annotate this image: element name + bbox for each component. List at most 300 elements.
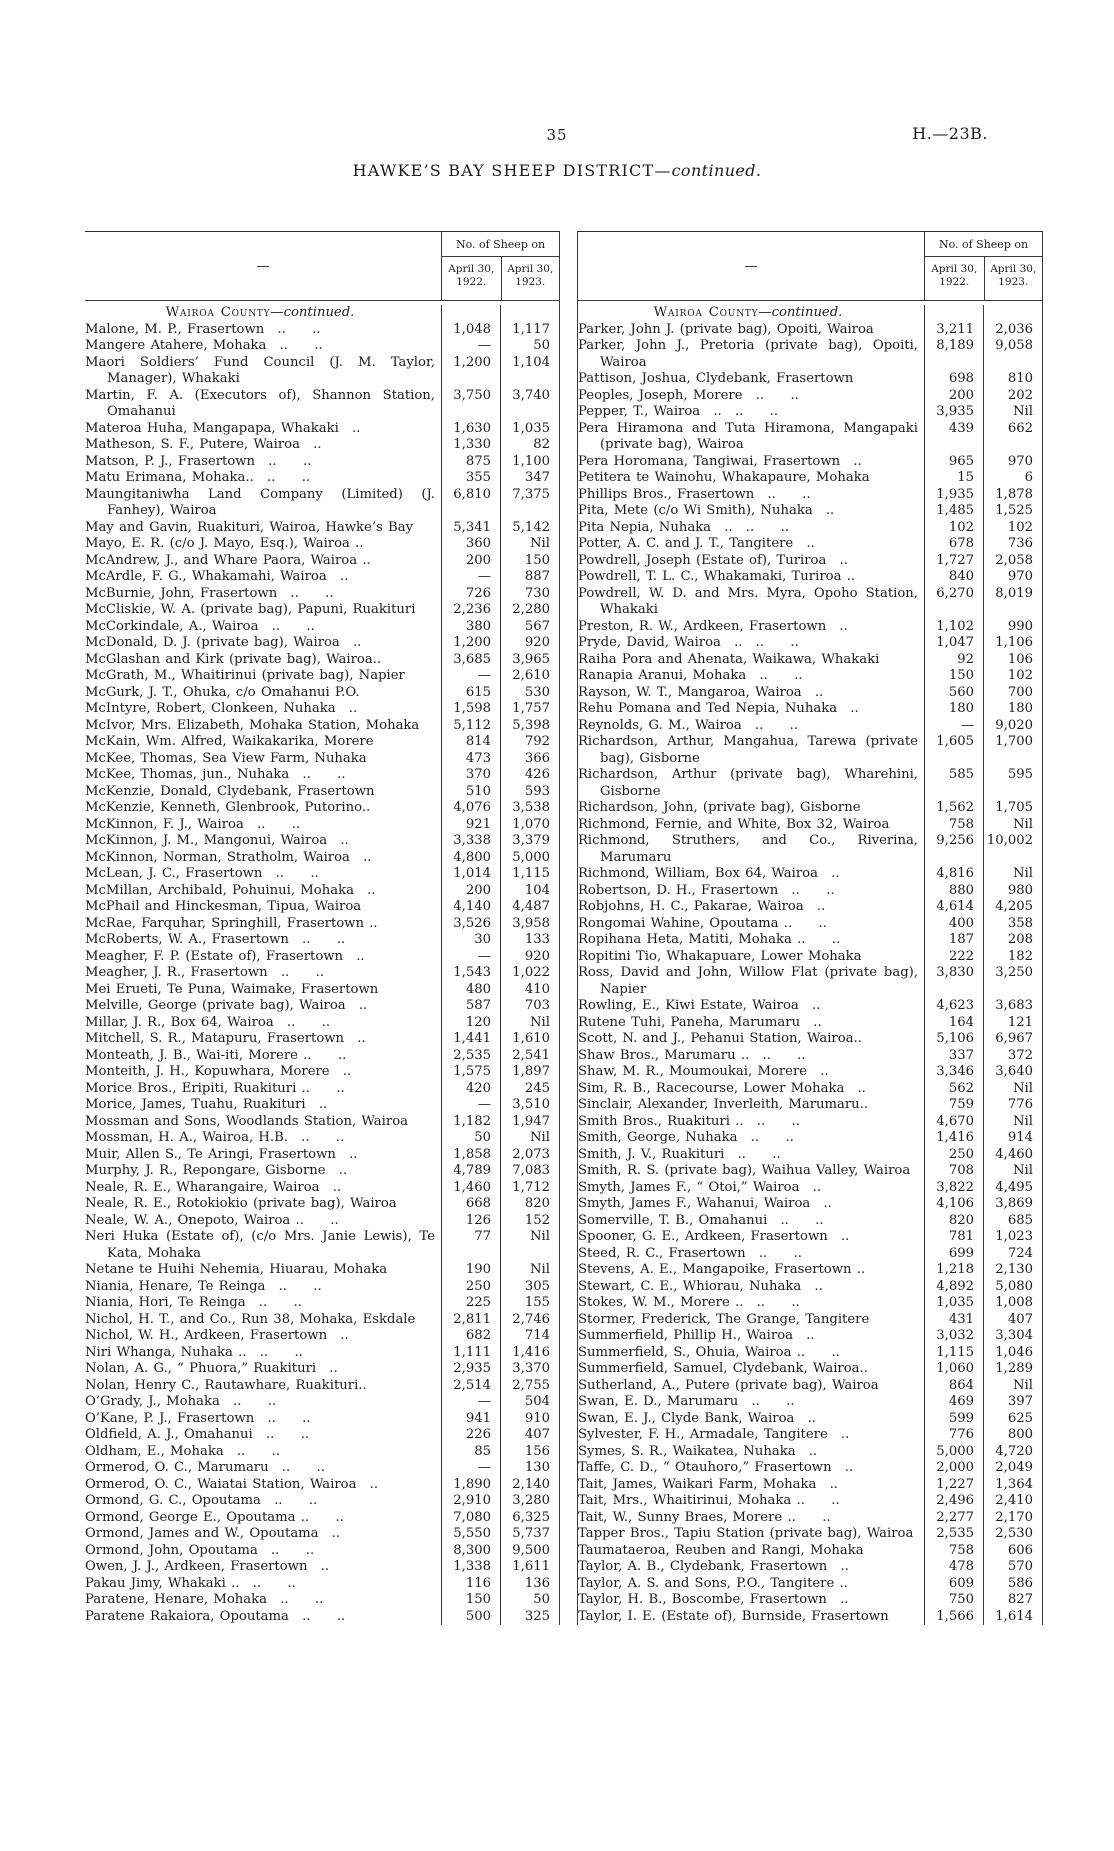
sheep-count-1922: 3,750: [441, 388, 500, 421]
owner-name: Smith, R. S. (private bag), Waihua Valley, Wairoa: [578, 1163, 911, 1178]
owner-name: Sylvester, F. H., Armadale, Tangitere ..: [578, 1427, 850, 1442]
sheep-count-1923: 4,205: [983, 899, 1042, 916]
owner-name: McKain, Wm. Alfred, Waikakarika, Morere: [85, 734, 374, 749]
sheep-count-1922: 2,535: [924, 1526, 983, 1543]
sheep-count-1922: 4,076: [441, 800, 500, 817]
table-row: [578, 569, 1042, 586]
table-row: [85, 899, 559, 916]
owner-rows-left: [85, 322, 559, 1626]
sheep-count-1923: 182: [983, 949, 1042, 966]
sheep-count-1923: 910: [500, 1411, 559, 1428]
sheep-count-1922: 15: [924, 470, 983, 487]
sheep-count-1922: 226: [441, 1427, 500, 1444]
sheep-count-1923: 2,049: [983, 1460, 1042, 1477]
sheep-count-1922: 2,000: [924, 1460, 983, 1477]
owner-rows-right: [578, 322, 1042, 1626]
date-columns: [442, 257, 559, 300]
sheep-count-1923: 2,755: [500, 1378, 559, 1395]
owner-name: Taumataeroa, Reuben and Rangi, Mohaka: [578, 1542, 864, 1558]
sheep-count-1923: 1,364: [983, 1477, 1042, 1494]
sheep-count-1922: 668: [441, 1196, 500, 1213]
table-row: [578, 470, 1042, 487]
table-row: [578, 1477, 1042, 1494]
section-heading-row: [85, 305, 559, 322]
owner-name: Mangere Atahere, Mohaka .. ..: [85, 338, 323, 353]
sheep-count-1923: 1,700: [983, 734, 1042, 767]
owner-name: Parker, John J., Pretoria (private bag), Opoiti, Wairoa: [578, 338, 918, 370]
sheep-count-1923: 3,640: [983, 1064, 1042, 1081]
sheep-count-1923: 1,878: [983, 487, 1042, 504]
table-row: [578, 1526, 1042, 1543]
table-row: [85, 998, 559, 1015]
empty-cell: [441, 305, 500, 322]
sheep-count-1922: 370: [441, 767, 500, 784]
sheep-count-1923: 50: [500, 338, 559, 355]
table-row: [578, 1114, 1042, 1131]
sheep-count-1923: 9,020: [983, 718, 1042, 735]
table-row: [85, 1460, 559, 1477]
sheep-count-1923: 102: [983, 520, 1042, 537]
sheep-count-1923: 2,140: [500, 1477, 559, 1494]
owner-name: Nichol, H. T., and Co., Run 38, Mohaka, Eskdale: [85, 1311, 416, 1327]
table-row: [85, 932, 559, 949]
owner-name: Mitchell, S. R., Matapuru, Frasertown ..: [85, 1031, 366, 1046]
owner-name: McKee, Thomas, jun., Nuhaka .. ..: [85, 767, 346, 782]
owner-name: Niania, Hori, Te Reinga .. ..: [85, 1295, 302, 1310]
sheep-count-1923: 6,967: [983, 1031, 1042, 1048]
sheep-count-1922: 4,140: [441, 899, 500, 916]
owner-name: Sutherland, A., Putere (private bag), Wairoa: [578, 1377, 879, 1393]
owner-name: McArdle, F. G., Whakamahi, Wairoa ..: [85, 569, 349, 584]
owner-name: Monteith, J. H., Kopuwhara, Morere ..: [85, 1064, 352, 1079]
table-row: [578, 866, 1042, 883]
table-row: [578, 1196, 1042, 1213]
sheep-count-1922: 510: [441, 784, 500, 801]
sheep-count-1923: 1,705: [983, 800, 1042, 817]
table-row: [85, 1196, 559, 1213]
owner-name: Reynolds, G. M., Wairoa .. ..: [578, 717, 799, 733]
owner-name: Nolan, A. G., “ Phuora,” Ruakituri ..: [85, 1361, 338, 1376]
owner-name: Tait, Mrs., Whaitirinui, Mohaka .. ..: [578, 1493, 840, 1508]
sheep-count-1923: 1,525: [983, 503, 1042, 520]
owner-name: McKee, Thomas, Sea View Farm, Nuhaka: [85, 750, 367, 766]
sheep-count-1922: 1,543: [441, 965, 500, 982]
table-row: [578, 1229, 1042, 1246]
sheep-count-1923: 1,897: [500, 1064, 559, 1081]
owner-name: Ranapia Aranui, Mohaka .. ..: [578, 668, 803, 683]
owner-name: Ross, David and John, Willow Flat (private bag), Napier: [578, 965, 918, 997]
sheep-count-1922: 469: [924, 1394, 983, 1411]
owner-name: Maori Soldiers’ Fund Council (J. M. Taylor, Manager), Whakaki: [85, 354, 435, 386]
sheep-count-1922: 1,630: [441, 421, 500, 438]
sheep-count-1923: 82: [500, 437, 559, 454]
sheep-count-1923: 50: [500, 1592, 559, 1609]
table-row: [578, 965, 1042, 998]
owner-name: Rongomai Wahine, Opoutama .. ..: [578, 915, 827, 931]
sheep-count-1922: 4,800: [441, 850, 500, 867]
owner-name: Murphy, J. R., Repongare, Gisborne ..: [85, 1163, 348, 1178]
owner-name: McAndrew, J., and Whare Paora, Wairoa ..: [85, 552, 371, 568]
sheep-count-1923: 2,746: [500, 1312, 559, 1329]
sheep-count-1922: 776: [924, 1427, 983, 1444]
sheep-count-1923: 2,530: [983, 1526, 1042, 1543]
sheep-count-1923: 776: [983, 1097, 1042, 1114]
table-row: [578, 1163, 1042, 1180]
sheep-count-1923: 10,002: [983, 833, 1042, 866]
table-row: [85, 536, 559, 553]
table-row: [85, 586, 559, 603]
sheep-count-1922: 840: [924, 569, 983, 586]
table-header-left: [85, 232, 559, 301]
sheep-count-1923: 4,487: [500, 899, 559, 916]
table-row: [85, 784, 559, 801]
owner-name: Niania, Henare, Te Reinga .. ..: [85, 1278, 322, 1294]
table-row: [578, 734, 1042, 767]
sheep-count-1922: 4,670: [924, 1114, 983, 1131]
sheep-count-1922: 1,485: [924, 503, 983, 520]
table-row: [85, 487, 559, 520]
owner-name: Powdrell, T. L. C., Whakamaki, Turiroa ..: [578, 569, 856, 584]
sheep-count-1923: 3,379: [500, 833, 559, 850]
table-row: [85, 866, 559, 883]
sheep-count-1922: 1,935: [924, 487, 983, 504]
owner-name: Rehu Pomana and Ted Nepia, Nuhaka ..: [578, 701, 859, 716]
table-row: [578, 322, 1042, 339]
sheep-count-1922: 3,338: [441, 833, 500, 850]
owner-name: Stevens, A. E., Mangapoike, Frasertown ..: [578, 1262, 866, 1277]
sheep-count-1922: —: [441, 668, 500, 685]
owner-name: Meagher, F. P. (Estate of), Frasertown ..: [85, 948, 365, 964]
owner-name: McKinnon, F. J., Wairoa .. ..: [85, 816, 301, 832]
owner-name: McRae, Farquhar, Springhill, Frasertown ..: [85, 915, 378, 931]
sheep-count-1923: 3,250: [983, 965, 1042, 998]
table-row: [578, 1081, 1042, 1098]
table-row: [578, 1460, 1042, 1477]
owner-name: Ormond, John, Opoutama .. ..: [85, 1542, 315, 1558]
owner-name: Sinclair, Alexander, Inverleith, Marumaru..: [578, 1097, 869, 1112]
owner-name: Robertson, D. H., Frasertown .. ..: [578, 882, 835, 898]
sheep-count-1923: 2,280: [500, 602, 559, 619]
sheep-count-1922: 1,605: [924, 734, 983, 767]
column-header-1923: April 30, 1923.: [984, 257, 1043, 300]
owner-name: Swan, E. D., Marumaru .. ..: [578, 1394, 795, 1409]
owner-name: Melville, George (private bag), Wairoa ..: [85, 998, 368, 1013]
table-row: [85, 1229, 559, 1262]
sheep-count-1922: 250: [924, 1147, 983, 1164]
table-row: [578, 899, 1042, 916]
table-row: [578, 916, 1042, 933]
sheep-count-1923: 9,500: [500, 1543, 559, 1560]
sheep-count-1922: 1,566: [924, 1609, 983, 1626]
table-row: [85, 1147, 559, 1164]
sheep-count-1922: 1,338: [441, 1559, 500, 1576]
sheep-count-1922: —: [441, 1394, 500, 1411]
table-row: [85, 1427, 559, 1444]
sheep-count-1923: 245: [500, 1081, 559, 1098]
owner-name: Rutene Tuhi, Paneha, Marumaru ..: [578, 1014, 822, 1030]
sheep-count-1923: 920: [500, 635, 559, 652]
owner-name: Mossman, H. A., Wairoa, H.B. .. ..: [85, 1130, 345, 1145]
table-row: [85, 1015, 559, 1032]
table-row: [85, 322, 559, 339]
page-title: [0, 161, 1114, 180]
sheep-count-1922: 587: [441, 998, 500, 1015]
owner-name: Ormond, James and W., Opoutama ..: [85, 1526, 341, 1541]
sheep-count-1922: 1,575: [441, 1064, 500, 1081]
table-body-right: [578, 301, 1042, 1625]
sheep-count-1922: 758: [924, 1543, 983, 1560]
owner-name: Phillips Bros., Frasertown .. ..: [578, 486, 811, 502]
sheep-count-1922: 921: [441, 817, 500, 834]
owner-name: O’Kane, P. J., Frasertown .. ..: [85, 1410, 311, 1426]
page-title-continued: continued.: [671, 161, 762, 180]
sheep-count-1923: 3,280: [500, 1493, 559, 1510]
owner-name: Steed, R. C., Frasertown .. ..: [578, 1245, 802, 1261]
sheep-count-1922: 225: [441, 1295, 500, 1312]
owner-name: Symes, S. R., Waikatea, Nuhaka ..: [578, 1443, 818, 1459]
table-row: [85, 751, 559, 768]
sheep-count-1923: 305: [500, 1279, 559, 1296]
table-header-right: [578, 232, 1042, 301]
sheep-count-1923: 5,000: [500, 850, 559, 867]
table-row: [578, 833, 1042, 866]
sheep-count-1922: 1,890: [441, 1477, 500, 1494]
sheep-count-1922: 2,236: [441, 602, 500, 619]
table-row: [578, 1279, 1042, 1296]
sheep-count-1922: 77: [441, 1229, 500, 1262]
page-title-main: HAWKE’S BAY SHEEP DISTRICT—: [352, 161, 672, 180]
sheep-count-1922: 1,227: [924, 1477, 983, 1494]
page-number: 35: [546, 126, 568, 144]
owner-name: Owen, J. J., Ardkeen, Frasertown ..: [85, 1559, 330, 1574]
sheep-count-1923: 530: [500, 685, 559, 702]
sheep-count-1922: 758: [924, 817, 983, 834]
sheep-count-1923: 586: [983, 1576, 1042, 1593]
owner-name: Preston, R. W., Ardkeen, Frasertown ..: [578, 618, 848, 634]
sheep-count-1922: 2,535: [441, 1048, 500, 1065]
sheep-count-1922: 8,300: [441, 1543, 500, 1560]
sheep-count-1922: 7,080: [441, 1510, 500, 1527]
table-row: [85, 470, 559, 487]
owner-name: McCliskie, W. A. (private bag), Papuni, Ruakituri: [85, 602, 416, 617]
owner-name: McKenzie, Kenneth, Glenbrook, Putorino..: [85, 800, 371, 815]
sheep-count-1923: 2,410: [983, 1493, 1042, 1510]
sheep-count-1922: 473: [441, 751, 500, 768]
sheep-count-1922: 4,816: [924, 866, 983, 883]
owner-name: Smyth, James F., Wahanui, Wairoa ..: [578, 1196, 832, 1211]
table-row: [85, 1361, 559, 1378]
table-row: [578, 1510, 1042, 1527]
owner-name: Mei Erueti, Te Puna, Waimake, Frasertown: [85, 981, 379, 997]
section-heading: [578, 305, 924, 322]
owner-name: McRoberts, W. A., Frasertown .. ..: [85, 932, 346, 947]
table-row: [85, 1526, 559, 1543]
table-row: [85, 1493, 559, 1510]
table-row: [85, 1510, 559, 1527]
sheep-count-1922: 3,346: [924, 1064, 983, 1081]
owner-name: Powdrell, Joseph (Estate of), Turiroa ..: [578, 552, 848, 568]
owner-name: Ormond, G. C., Opoutama .. ..: [85, 1493, 318, 1508]
owner-name: Smyth, James F., “ Otoi,” Wairoa ..: [578, 1179, 822, 1195]
sheep-count-1922: 431: [924, 1312, 983, 1329]
table-row: [578, 1312, 1042, 1329]
sheep-count-1922: 864: [924, 1378, 983, 1395]
sheep-count-1922: 875: [441, 454, 500, 471]
sheep-count-1923: Nil: [983, 1378, 1042, 1395]
sheep-count-1922: 400: [924, 916, 983, 933]
sheep-count-1923: 4,495: [983, 1180, 1042, 1197]
sheep-count-1922: 4,623: [924, 998, 983, 1015]
table-row: [578, 949, 1042, 966]
sheep-count-1922: 3,526: [441, 916, 500, 933]
sheep-count-1922: 355: [441, 470, 500, 487]
table-row: [578, 388, 1042, 405]
sheep-count-1923: 1,614: [983, 1609, 1042, 1626]
owner-name: Ropihana Heta, Matiti, Mohaka .. ..: [578, 932, 841, 947]
sheep-count-1923: 595: [983, 767, 1042, 800]
document-reference: H.—23B.: [912, 124, 988, 143]
sheep-count-1923: 736: [983, 536, 1042, 553]
sheep-count-1922: 781: [924, 1229, 983, 1246]
owner-name: Taylor, H. B., Boscombe, Frasertown ..: [578, 1592, 849, 1607]
column-header-1922: April 30, 1922.: [931, 263, 978, 288]
owner-name: Monteath, J. B., Wai-iti, Morere .. ..: [85, 1047, 347, 1063]
owner-name: Morice, James, Tuahu, Ruakituri ..: [85, 1097, 328, 1112]
sheep-count-1922: 2,811: [441, 1312, 500, 1329]
owner-name: Meagher, J. R., Frasertown .. ..: [85, 965, 325, 980]
sheep-count-1923: 407: [500, 1427, 559, 1444]
sheep-count-1923: 5,398: [500, 718, 559, 735]
sheep-count-1923: 325: [500, 1609, 559, 1626]
owner-name: Nichol, W. H., Ardkeen, Frasertown ..: [85, 1328, 349, 1343]
sheep-count-1922: 2,910: [441, 1493, 500, 1510]
sheep-count-1922: 6,270: [924, 586, 983, 619]
table-row: [578, 1048, 1042, 1065]
owner-name: McPhail and Hinckesman, Tipua, Wairoa: [85, 899, 362, 914]
table-row: [85, 635, 559, 652]
sheep-count-1923: 426: [500, 767, 559, 784]
table-row: [85, 1559, 559, 1576]
owner-name: McKenzie, Donald, Clydebank, Frasertown: [85, 783, 375, 799]
table-row: [578, 1147, 1042, 1164]
table-row: [85, 1081, 559, 1098]
column-header-1922: April 30, 1922.: [448, 263, 495, 288]
sheep-count-1923: 3,740: [500, 388, 559, 421]
sheep-count-1922: 599: [924, 1411, 983, 1428]
table-row: [578, 685, 1042, 702]
owner-name: Rowling, E., Kiwi Estate, Wairoa ..: [578, 998, 821, 1013]
owner-name: Neale, W. A., Onepoto, Wairoa .. ..: [85, 1212, 339, 1228]
sheep-count-1922: 5,106: [924, 1031, 983, 1048]
sheep-count-1923: 152: [500, 1213, 559, 1230]
sheep-count-1922: 116: [441, 1576, 500, 1593]
table-row: [85, 883, 559, 900]
sheep-count-1923: 3,683: [983, 998, 1042, 1015]
sheep-count-1923: 3,304: [983, 1328, 1042, 1345]
sheep-count-1923: 7,375: [500, 487, 559, 520]
sheep-count-1923: 2,130: [983, 1262, 1042, 1279]
sheep-count-1923: 1,757: [500, 701, 559, 718]
owner-name: Summerfield, S., Ohuia, Wairoa .. ..: [578, 1344, 840, 1360]
owner-name: Richardson, John, (private bag), Gisborne: [578, 800, 861, 815]
table-body-left: [85, 301, 559, 1625]
section-continued: —continued.: [270, 305, 355, 320]
owner-name: Maungitaniwha Land Company (Limited) (J. Fanhey), Wairoa: [85, 486, 435, 518]
table-row: [85, 1279, 559, 1296]
owner-name: Shaw, M. R., Moumoukai, Morere ..: [578, 1064, 829, 1079]
owner-name: Scott, N. and J., Pehanui Station, Wairoa..: [578, 1031, 862, 1046]
table-row: [85, 1576, 559, 1593]
sheep-count-1922: 9,256: [924, 833, 983, 866]
sheep-count-1923: 1,416: [500, 1345, 559, 1362]
table-row: [85, 949, 559, 966]
sheep-count-1923: 3,538: [500, 800, 559, 817]
owner-name: Rayson, W. T., Mangaroa, Wairoa ..: [578, 684, 824, 700]
sheep-count-1923: Nil: [983, 1114, 1042, 1131]
sheep-count-1923: 104: [500, 883, 559, 900]
owner-name: Pepper, T., Wairoa .. .. ..: [578, 404, 779, 419]
sheep-count-1923: 3,965: [500, 652, 559, 669]
owner-name: Pattison, Joshua, Clydebank, Frasertown: [578, 371, 854, 386]
owner-name: Oldham, E., Mohaka .. ..: [85, 1443, 281, 1459]
sheep-count-1922: 682: [441, 1328, 500, 1345]
sheep-count-1922: 5,000: [924, 1444, 983, 1461]
table-row: [578, 1394, 1042, 1411]
owner-name: Millar, J. R., Box 64, Wairoa .. ..: [85, 1014, 331, 1030]
table-row: [85, 355, 559, 388]
table-row: [85, 1592, 559, 1609]
sheep-count-1923: 372: [983, 1048, 1042, 1065]
sheep-count-1923: 1,023: [983, 1229, 1042, 1246]
sheep-count-1922: 1,182: [441, 1114, 500, 1131]
sheep-count-1922: 1,200: [441, 635, 500, 652]
sheep-count-1923: 1,035: [500, 421, 559, 438]
sheep-count-1923: 6: [983, 470, 1042, 487]
sheep-count-1922: 1,014: [441, 866, 500, 883]
sheep-count-1922: 1,111: [441, 1345, 500, 1362]
sheep-count-1922: —: [441, 1097, 500, 1114]
owner-name: Taffe, C. D., “ Otauhoro,” Frasertown ..: [578, 1460, 854, 1475]
table-row: [578, 1444, 1042, 1461]
owner-name: McIntyre, Robert, Clonkeen, Nuhaka ..: [85, 701, 358, 716]
table-row: [578, 1064, 1042, 1081]
sheep-count-1922: 8,189: [924, 338, 983, 371]
sheep-count-1923: 4,460: [983, 1147, 1042, 1164]
sheep-count-1922: 609: [924, 1576, 983, 1593]
sheep-count-1922: 1,047: [924, 635, 983, 652]
sheep-count-1923: Nil: [983, 404, 1042, 421]
sheep-count-1922: 6,810: [441, 487, 500, 520]
owner-name: Paratene Rakaiora, Opoutama .. ..: [85, 1608, 346, 1624]
table-row: [85, 388, 559, 421]
section-county-name: Wairoa County: [165, 305, 271, 320]
owner-name: Summerfield, Phillip H., Wairoa ..: [578, 1328, 815, 1343]
owner-name: Peoples, Joseph, Morere .. ..: [578, 387, 799, 403]
sheep-count-1923: 1,115: [500, 866, 559, 883]
owner-name: McGrath, M., Whaitirinui (private bag), Napier: [85, 668, 405, 683]
table-row: [85, 701, 559, 718]
owner-name: Pita Nepia, Nuhaka .. .. ..: [578, 519, 789, 535]
sheep-count-1923: 407: [983, 1312, 1042, 1329]
owner-name: Smith, J. V., Ruakituri .. ..: [578, 1146, 781, 1162]
sheep-count-1923: 990: [983, 619, 1042, 636]
owner-name: Richmond, Fernie, and White, Box 32, Wairoa: [578, 816, 890, 832]
table-row: [578, 454, 1042, 471]
sheep-count-1923: 180: [983, 701, 1042, 718]
sheep-count-1923: 102: [983, 668, 1042, 685]
owner-name: McMillan, Archibald, Pohuinui, Mohaka ..: [85, 882, 376, 898]
table-row: [85, 767, 559, 784]
